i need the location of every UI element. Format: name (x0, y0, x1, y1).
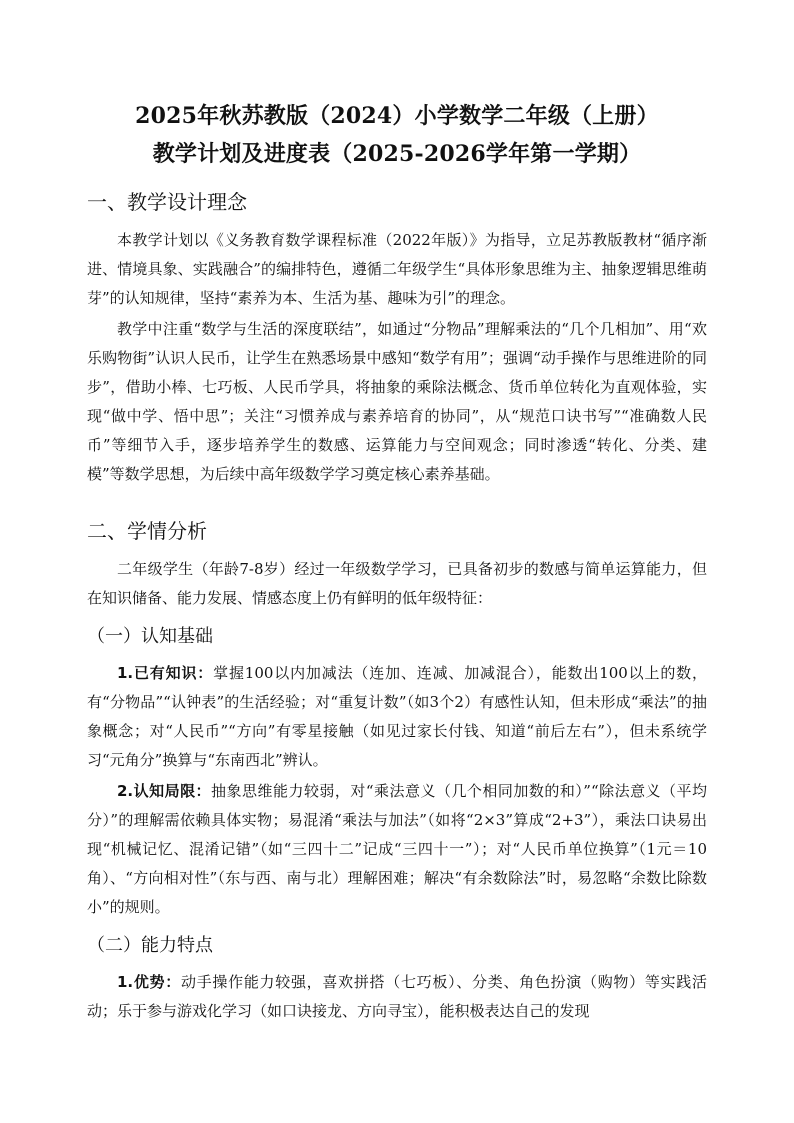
text-existing-knowledge: 掌握100以内加减法（连加、连减、加减混合），能数出100以上的数，有“分物品”“认钟表”的生活经验；对“重复计数”（如3个2）有感性认知，但未形成“乘法”的抽象概念；对“人民币”“方向”有零星接触（如见过家长付钱、知道“前后左右”），但未系统学习“元角分”换算与“东南西北”辨认。 (87, 664, 707, 769)
label-strengths: 1.优势： (117, 973, 181, 991)
section-heading-design-philosophy: 一、教学设计理念 (87, 190, 247, 214)
paragraph-philosophy-1: 本教学计划以《义务教育数学课程标准（2022年版）》为指导，立足苏教版教材“循序渐进、情境具象、实践融合”的编排特色，遵循二年级学生“具体形象思维为主、抽象逻辑思维萌芽”的认知规律，坚持“素养为本、生活为基、趣味为引”的理念。 (87, 231, 707, 307)
paragraph-strengths (87, 968, 707, 1026)
document-page (87, 98, 707, 1028)
text-cognitive-limits: 抽象思维能力较弱，对“乘法意义（几个相同加数的和）”“除法意义（平均分）”的理解需依赖具体实物；易混淆“乘法与加法”（如将“2×3”算成“2+3”），乘法口诀易出现“机械记忆、混淆记错”（如“三四十二”记成“三四十一”）；对“人民币单位换算”（1元＝10角）、“方向相对性”（东与西、南与北）理解困难；解决“有余数除法”时，易忽略“余数比除数小”的规则。 (87, 782, 708, 916)
paragraph-philosophy-2: 教学中注重“数学与生活的深度联结”，如通过“分物品”理解乘法的“几个几相加”、用“欢乐购物街”认识人民币，让学生在熟悉场景中感知“数学有用”；强调“动手操作与思维进阶的同步”，借助小棒、七巧板、人民币学具，将抽象的乘除法概念、货币单位转化为直观体验，实现“做中学、悟中思”；关注“习惯养成与素养培育的协同”，从“规范口诀书写”“准确数人民币”等细节入手，逐步培养学生的数感、运算能力与空间观念；同时渗透“转化、分类、建模”等数学思想，为后续中高年级数学学习奠定核心素养基础。 (87, 320, 707, 483)
section-heading-learner-analysis: 二、学情分析 (87, 519, 207, 543)
paragraph-cognitive-limits (87, 777, 707, 922)
label-existing-knowledge: 1.已有知识： (117, 664, 214, 682)
paragraph-existing-knowledge (87, 659, 707, 775)
label-cognitive-limits: 2.认知局限： (117, 782, 212, 800)
document-title-line-1: 2025年秋苏教版（2024）小学数学二年级（上册） (135, 103, 659, 129)
subsection-heading-ability-traits: （二）能力特点 (87, 935, 213, 956)
text-strengths: 动手操作能力较强，喜欢拼搭（七巧板）、分类、角色扮演（购物）等实践活动；乐于参与游戏化学习（如口诀接龙、方向寻宝），能积极表达自己的发现 (87, 973, 707, 1020)
subsection-heading-cognitive-basis: （一）认知基础 (87, 626, 213, 647)
paragraph-learner-intro: 二年级学生（年龄7-8岁）经过一年级数学学习，已具备初步的数感与简单运算能力，但在知识储备、能力发展、情感态度上仍有鲜明的低年级特征： (87, 560, 707, 607)
document-title-line-2: 教学计划及进度表（2025-2026学年第一学期） (152, 141, 642, 167)
